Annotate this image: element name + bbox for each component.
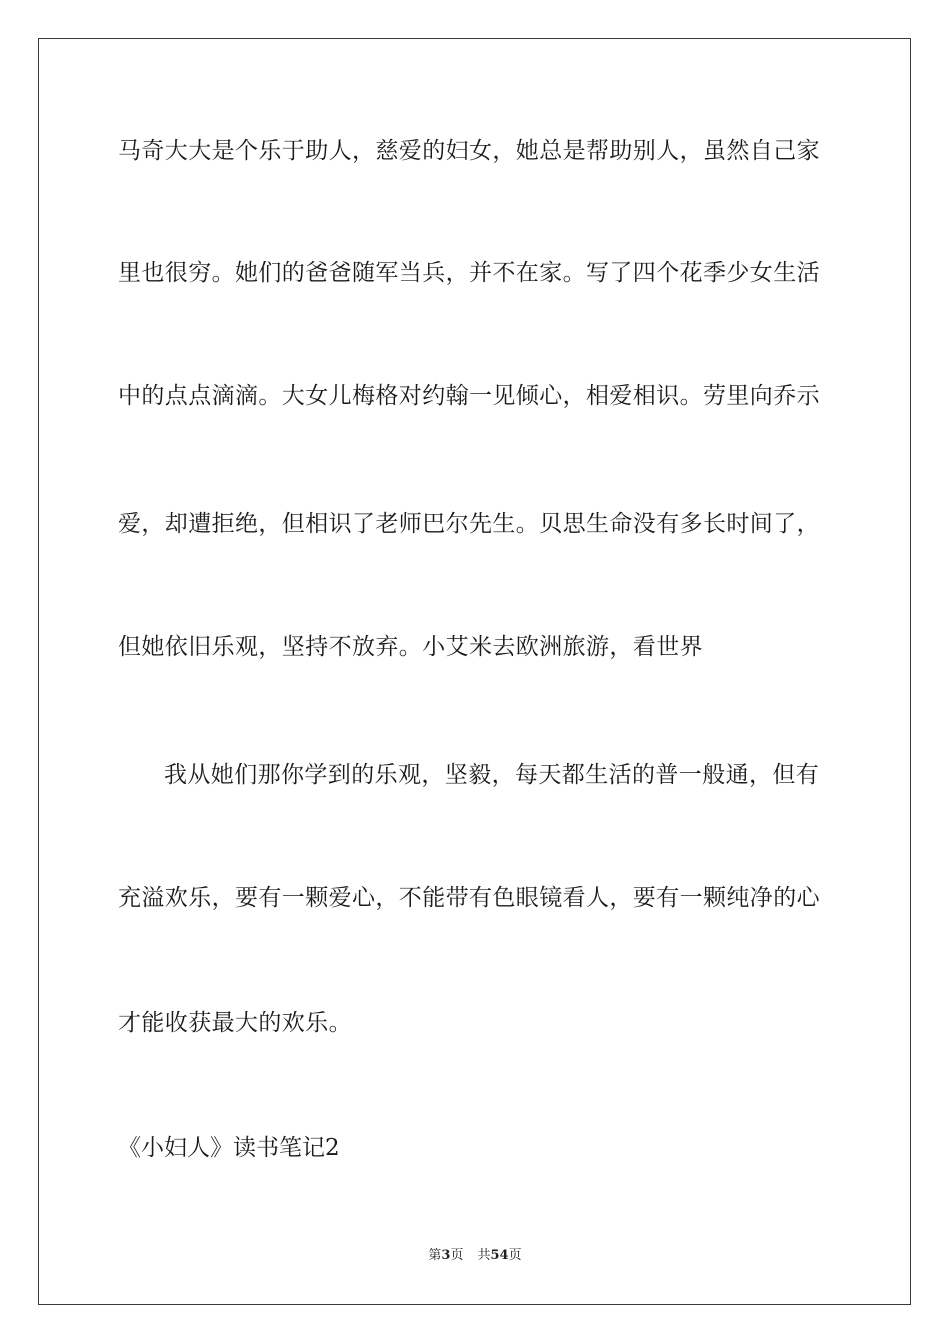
- paragraph-1-line-2: 里也很穷。她们的爸爸随军当兵，并不在家。写了四个花季少女生活: [118, 260, 820, 286]
- paragraph-1-line-1: 马奇大大是个乐于助人，慈爱的妇女，她总是帮助别人，虽然自己家: [118, 138, 820, 164]
- page-suffix: 页: [450, 1248, 464, 1263]
- page-prefix: 第: [428, 1248, 442, 1263]
- paragraph-2-line-3: 才能收获最大的欢乐。: [118, 1010, 352, 1036]
- page-footer: [0, 1247, 950, 1265]
- total-suffix: 页: [508, 1248, 522, 1263]
- total-pages: 54: [490, 1248, 509, 1263]
- paragraph-2-line-2: 充溢欢乐，要有一颗爱心，不能带有色眼镜看人，要有一颗纯净的心: [118, 885, 820, 911]
- page-number: 3: [441, 1248, 451, 1263]
- paragraph-1-line-3: 中的点点滴滴。大女儿梅格对约翰一见倾心，相爱相识。劳里向乔示: [118, 383, 820, 409]
- paragraph-2-line-1: 我从她们那你学到的乐观，坚毅，每天都生活的普一般通，但有: [164, 762, 820, 788]
- total-prefix: 共: [477, 1248, 491, 1263]
- page-border: [38, 38, 911, 1305]
- paragraph-1-line-4: 爱，却遭拒绝，但相识了老师巴尔先生。贝思生命没有多长时间了，: [118, 511, 820, 537]
- section-heading: 《小妇人》读书笔记2: [118, 1135, 340, 1161]
- paragraph-1-line-5: 但她依旧乐观，坚持不放弃。小艾米去欧洲旅游，看世界: [118, 634, 703, 660]
